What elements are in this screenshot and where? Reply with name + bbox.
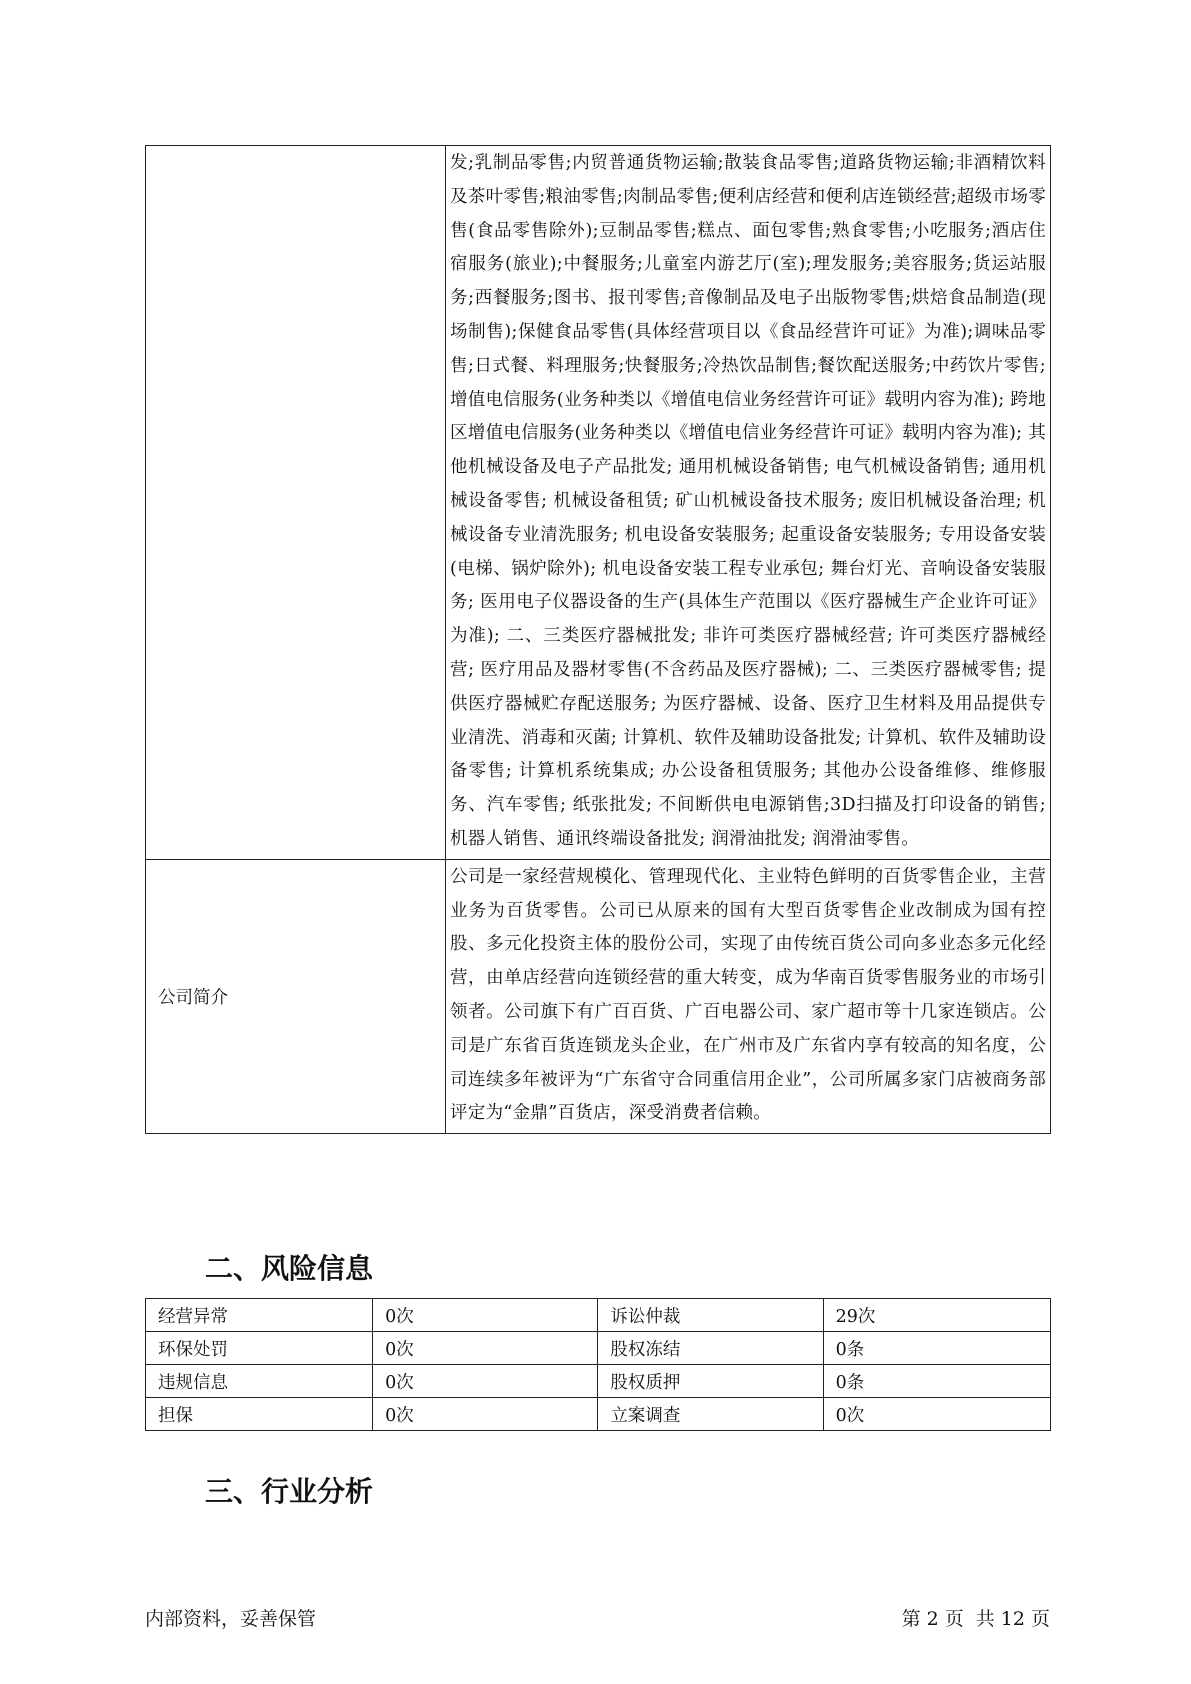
footer-page-info (902, 1604, 1050, 1631)
risk-label: 环保处罚 (146, 1332, 373, 1365)
risk-row (146, 1398, 1051, 1431)
risk-section-title: 二、风险信息 (205, 1252, 374, 1285)
company-intro-label-cell (146, 859, 446, 1133)
company-intro-row (146, 859, 1051, 1133)
total-pages: 共 12 页 (975, 1608, 1050, 1630)
company-intro-label: 公司简介 (158, 987, 228, 1008)
risk-value: 0次 (373, 1299, 598, 1332)
risk-row (146, 1299, 1051, 1332)
risk-label: 诉讼仲裁 (598, 1299, 823, 1332)
company-info-table (145, 145, 1051, 1134)
page-number: 第 2 页 (901, 1608, 964, 1630)
risk-label: 股权冻结 (598, 1332, 823, 1365)
risk-value: 0次 (373, 1398, 598, 1431)
company-intro-cell (446, 859, 1051, 1133)
risk-value: 0次 (373, 1332, 598, 1365)
risk-value: 0条 (823, 1332, 1050, 1365)
risk-label: 股权质押 (598, 1365, 823, 1398)
business-scope-row (146, 146, 1051, 860)
footer-confidential-note: 内部资料，妥善保管 (145, 1608, 317, 1630)
risk-info-table (145, 1298, 1051, 1431)
risk-row (146, 1365, 1051, 1398)
risk-value: 29次 (823, 1299, 1050, 1332)
risk-value: 0次 (373, 1365, 598, 1398)
industry-section-title: 三、行业分析 (205, 1475, 374, 1508)
business-scope-cell (446, 146, 1051, 860)
risk-label: 违规信息 (146, 1365, 373, 1398)
risk-label: 经营异常 (146, 1299, 373, 1332)
company-intro-text: 公司是一家经营规模化、管理现代化、主业特色鲜明的百货零售企业，主营业务为百货零售。公司已从原来的国有大型百货零售企业改制成为国有控股、多元化投资主体的股份公司，实现了由传统百货公司向多业态多元化经营，由单店经营向连锁经营的重大转变，成为华南百货零售服务业的市场引领者。公司旗下有广百百货、广百电器公司、家广超市等十几家连锁店。公司是广东省百货连锁龙头企业，在广州市及广东省内享有较高的知名度，公司连续多年被评为“广东省守合同重信用企业”，公司所属多家门店被商务部评定为“金鼎”百货店，深受消费者信赖。 (450, 866, 1046, 1124)
risk-value: 0次 (823, 1398, 1050, 1431)
risk-label: 担保 (146, 1398, 373, 1431)
risk-label: 立案调查 (598, 1398, 823, 1431)
business-scope-label-cell (146, 146, 446, 860)
business-scope-text: 发;乳制品零售;内贸普通货物运输;散装食品零售;道路货物运输;非酒精饮料及茶叶零售;粮油零售;肉制品零售;便利店经营和便利店连锁经营;超级市场零售(食品零售除外);豆制品零售;糕点、面包零售;熟食零售;小吃服务;酒店住宿服务(旅业);中餐服务;儿童室内游艺厅(室);理发服务;美容服务;货运站服务;西餐服务;图书、报刊零售;音像制品及电子出版物零售;烘焙食品制造(现场制售);保健食品零售(具体经营项目以《食品经营许可证》为准);调味品零售;日式餐、料理服务;快餐服务;冷热饮品制售;餐饮配送服务;中药饮片零售; 增值电信服务(业务种类以《增值电信业务经营许可证》载明内容为准); 跨地区增值电信服务(业务种类以《增值电信业务经营许可证》载明内容为准); 其他机械设备及电子产品批发; 通用机械设备销售; 电气机械设备销售; 通用机械设备零售; 机械设备租赁; 矿山机械设备技术服务; 废旧机械设备治理; 机械设备专业清洗服务; 机电设备安装服务; 起重设备安装服务; 专用设备安装(电梯、锅炉除外); 机电设备安装工程专业承包; 舞台灯光、音响设备安装服务; 医用电子仪器设备的生产(具体生产范围以《医疗器械生产企业许可证》为准); 二、三类医疗器械批发; 非许可类医疗器械经营; 许可类医疗器械经营; 医疗用品及器材零售(不含药品及医疗器械); 二、三类医疗器械零售; 提供医疗器械贮存配送服务; 为医疗器械、设备、医疗卫生材料及用品提供专业清洗、消毒和灭菌; 计算机、软件及辅助设备批发; 计算机、软件及辅助设备零售; 计算机系统集成; 办公设备租赁服务; 其他办公设备维修、维修服务、汽车零售; 纸张批发; 不间断供电电源销售;3D扫描及打印设备的销售; 机器人销售、通讯终端设备批发; 润滑油批发; 润滑油零售。 (450, 153, 1046, 849)
risk-row (146, 1332, 1051, 1365)
risk-value: 0条 (823, 1365, 1050, 1398)
